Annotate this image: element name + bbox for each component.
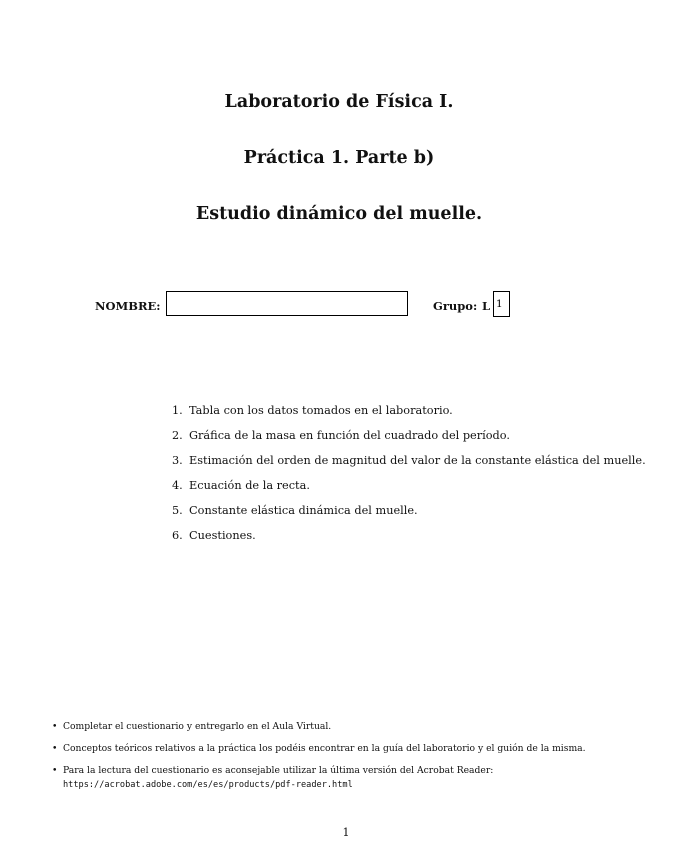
- note-text: Completar el cuestionario y entregarlo en el Aula Virtual.: [63, 721, 332, 732]
- acrobat-reader-link[interactable]: https://acrobat.adobe.com/es/es/products/pdf-reader.html: [63, 780, 353, 790]
- list-item-text: Estimación del orden de magnitud del valor de la constante elástica del muelle.: [189, 454, 646, 467]
- list-item: [172, 498, 646, 523]
- list-item-text: Cuestiones.: [189, 529, 256, 542]
- nombre-label: NOMBRE:: [95, 299, 161, 313]
- list-item-number: 5.: [172, 504, 183, 517]
- document-title: Laboratorio de Física I.: [224, 92, 454, 112]
- list-item: [172, 523, 646, 548]
- practice-topic: Estudio dinámico del muelle.: [195, 204, 483, 224]
- list-item-number: 3.: [172, 454, 183, 467]
- instructions-list: [52, 716, 586, 782]
- list-item-text: Gráfica de la masa en función del cuadrado del período.: [189, 429, 510, 442]
- list-item: [172, 473, 646, 498]
- list-item: [172, 448, 646, 473]
- list-item-number: 2.: [172, 429, 183, 442]
- list-item: [172, 398, 646, 423]
- note-text: Conceptos teóricos relativos a la práctica los podéis encontrar en la guía del laboratorio y el guión de la misma.: [63, 743, 586, 754]
- list-item-number: 1.: [172, 404, 183, 417]
- page-number: 1: [342, 826, 350, 839]
- note-item: [52, 716, 586, 738]
- bullet-icon: •: [52, 743, 58, 754]
- list-item-number: 4.: [172, 479, 183, 492]
- note-item: [52, 760, 586, 782]
- note-item: [52, 738, 586, 760]
- grupo-prefix: L: [482, 299, 491, 313]
- note-text: Para la lectura del cuestionario es aconsejable utilizar la última versión del Acrobat Reader:: [63, 765, 494, 776]
- nombre-input[interactable]: [166, 291, 408, 316]
- list-item-text: Constante elástica dinámica del muelle.: [189, 504, 418, 517]
- bullet-icon: •: [52, 765, 58, 776]
- grupo-input[interactable]: [493, 291, 510, 317]
- task-list: [172, 398, 646, 548]
- list-item-number: 6.: [172, 529, 183, 542]
- practice-subtitle: Práctica 1. Parte b): [243, 148, 435, 168]
- list-item: [172, 423, 646, 448]
- grupo-label: Grupo:: [433, 299, 478, 313]
- list-item-text: Tabla con los datos tomados en el laboratorio.: [189, 404, 453, 417]
- bullet-icon: •: [52, 721, 58, 732]
- list-item-text: Ecuación de la recta.: [189, 479, 310, 492]
